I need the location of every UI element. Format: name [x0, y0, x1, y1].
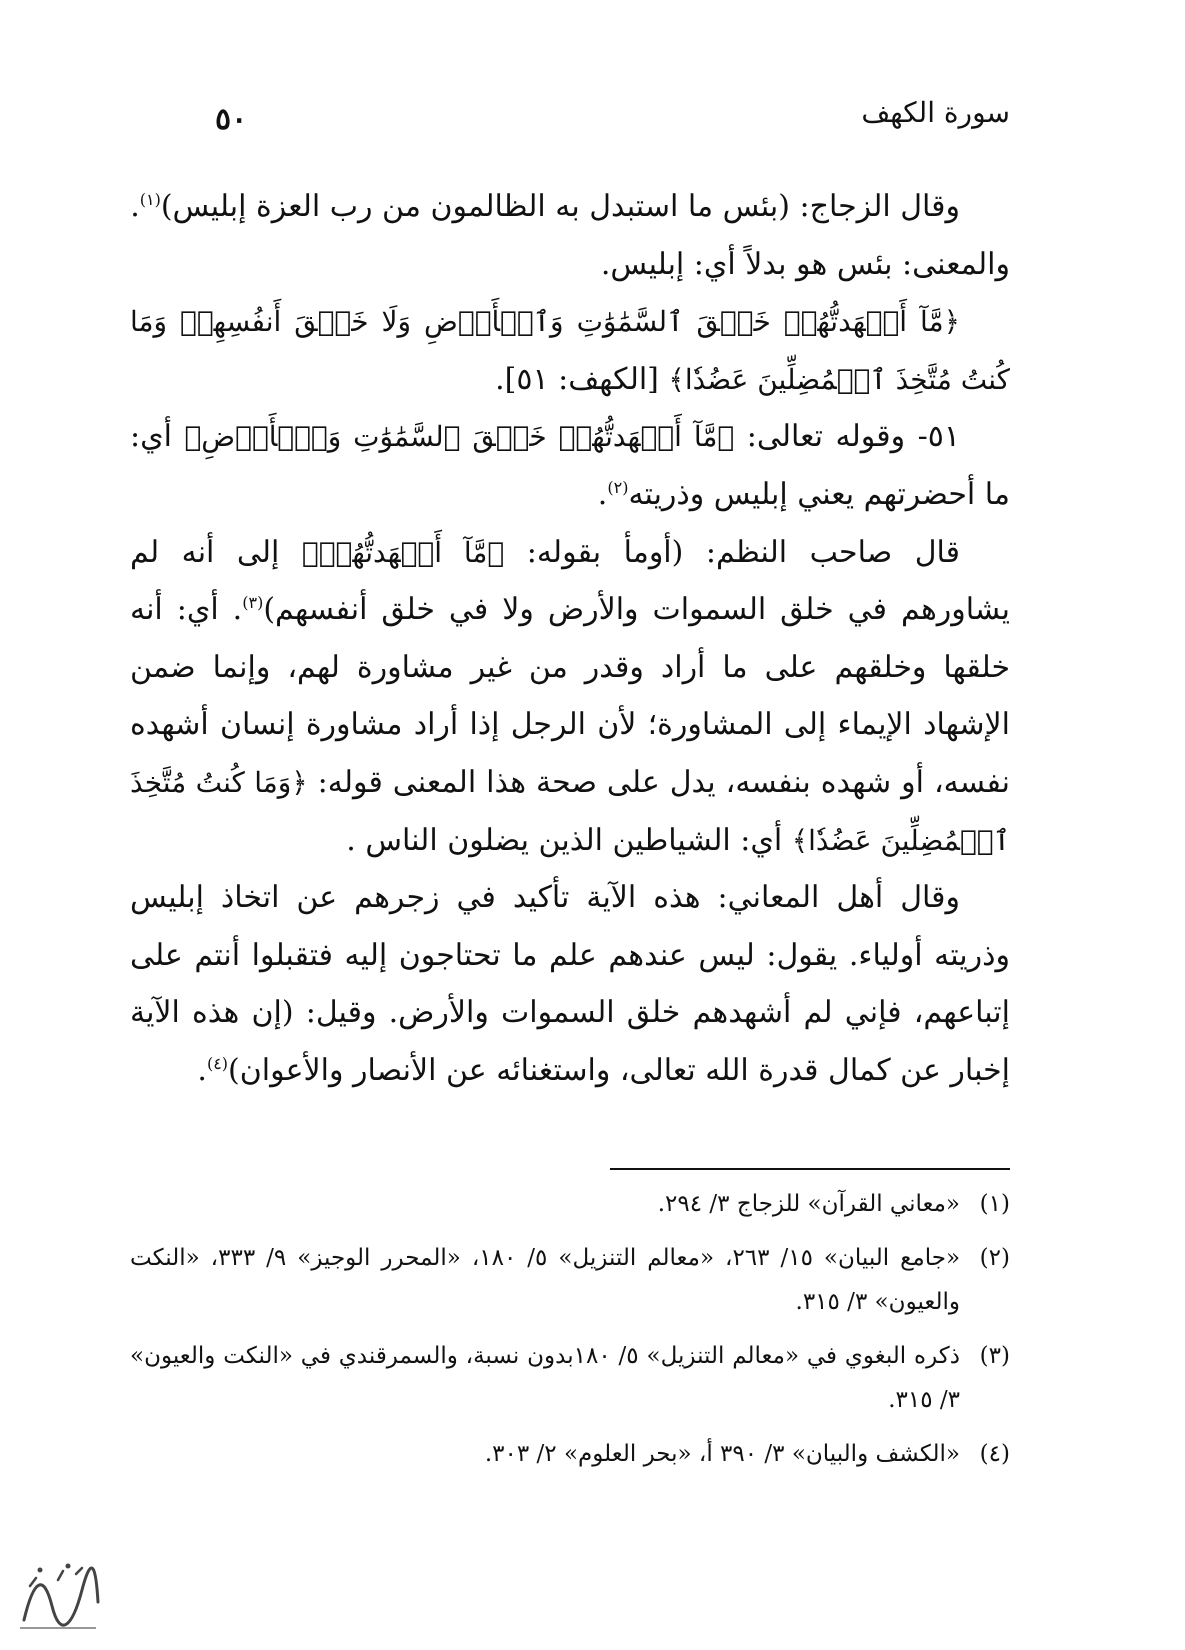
- footnote-text: «معاني القرآن» للزجاج ٣/ ٢٩٤.: [657, 1191, 960, 1217]
- footnote-divider: [610, 1168, 1010, 1170]
- quran-verse: ﴿مَّآ أَشۡهَدتُّهُمۡ خَلۡقَ ٱلسَّمَٰوَٰتِ وَٱلۡأَرۡضِ﴾: [184, 420, 735, 454]
- footnote-text: «الكشف والبيان» ٣/ ٣٩٠ أ، «بحر العلوم» ٢/ ٣٠٣.: [484, 1440, 960, 1467]
- quran-verse: ﴿وَمَا كُنتُ مُتَّخِذَ ٱلۡمُضِلِّينَ عَضُدٗا﴾: [130, 765, 1010, 857]
- watermark-logo: [10, 1550, 106, 1638]
- footnote-ref-2: (٢): [607, 477, 629, 497]
- page-header: [215, 96, 1010, 140]
- footnote-text: «جامع البيان» ١٥/ ٢٦٣، «معالم التنزيل» ٥/ ١٨٠، «المحرر الوجيز» ٩/ ٣٣٣، «النكت والعيون» ٣/ ٣١٥.: [130, 1244, 961, 1315]
- footnote: [130, 1432, 1010, 1477]
- footnote-ref-3: (٣): [242, 593, 264, 613]
- footnote-number: (٤): [979, 1440, 1010, 1467]
- paragraph-zajjaj: وقال الزجاج: (بئس ما استبدل به الظالمون من رب العزة إبليس)$^{(١)}$.: [130, 189, 960, 224]
- footnotes: [130, 1182, 1010, 1485]
- footnote-ref-1: (١): [139, 190, 161, 209]
- footnote: [130, 1182, 1010, 1227]
- footnote-ref-4: (٤): [206, 1053, 229, 1073]
- surah-title: سورة الكهف: [861, 96, 1010, 129]
- verse-paragraph: [130, 293, 1010, 408]
- quran-verse: ﴿مَّآ أَشۡهَدتُّهُمۡ﴾: [301, 535, 505, 569]
- footnote-number: (١): [979, 1191, 1010, 1217]
- footnote: [130, 1236, 1010, 1325]
- paragraph-meaning: والمعنى: بئس هو بدلاً أي: إبليس.: [600, 246, 1010, 282]
- verse-reference: [الكهف: ٥١].: [495, 361, 669, 397]
- quran-verse: ﴿مَّآ أَشۡهَدتُّهُمۡ خَلۡقَ ٱلسَّمَٰوَٰتِ وَٱلۡأَرۡضِ وَلَا خَلۡقَ أَنفُسِهِمۡ وَمَا كُنتُ مُتَّخِذَ ٱلۡمُضِلِّينَ عَضُدٗا﴾: [130, 305, 1010, 396]
- footnote-number: (٢): [979, 1244, 1010, 1271]
- paragraph-ahl-almaani: وقال أهل المعاني: هذه الآية تأكيد في زجرهم عن اتخاذ إبليس وذريته أولياء. يقول: ليس عندهم علم ما تحتاجون إليه فتقبلوا أنتم على إتباعهم، فإني لم أشهدهم خلق السموات والأرض. وقيل: (إن هذه الآية إخبار عن كمال قدرة الله تعالى، واستغنائه عن الأنصار والأعوان)$^{(٤)}$.: [130, 880, 1010, 1088]
- main-text: [130, 178, 1010, 1100]
- paragraph-commentary-51: ٥١- وقوله تعالى: ﴿مَّآ أَشۡهَدتُّهُمۡ خَلۡقَ ٱلسَّمَٰوَٰتِ وَٱلۡأَرۡضِ﴾ أي: ما أحضرتهم يعني إبليس وذريته$^{(٢)}$.: [130, 419, 1010, 512]
- footnote: [130, 1334, 1010, 1423]
- footnote-number: (٣): [979, 1342, 1010, 1369]
- page-number: ٥٠: [215, 102, 248, 137]
- footnote-text: ذكره البغوي في «معالم التنزيل» ٥/ ١٨٠بدون نسبة، والسمرقندي في «النكت والعيون» ٣/ ٣١٥.: [130, 1342, 960, 1413]
- paragraph-sahib-alnazm: قال صاحب النظم: (أومأ بقوله: ﴿مَّآ أَشۡهَدتُّهُمۡ﴾ إلى أنه لم يشاورهم في خلق السموات والأرض ولا في خلق أنفسهم)$^{(٣)}$. أي: أنه خلقها وخلقهم على ما أراد وقدر من غير مشاورة لهم، وإنما ضمن الإشهاد الإيماء إلى المشاورة؛ لأن الرجل إذا أراد مشاورة إنسان أشهده نفسه، أو شهده بنفسه، يدل على صحة هذا المعنى قوله: ﴿وَمَا كُنتُ مُتَّخِذَ ٱلۡمُضِلِّينَ عَضُدٗا﴾ أي: الشياطين الذين يضلون الناس .: [130, 534, 1010, 858]
